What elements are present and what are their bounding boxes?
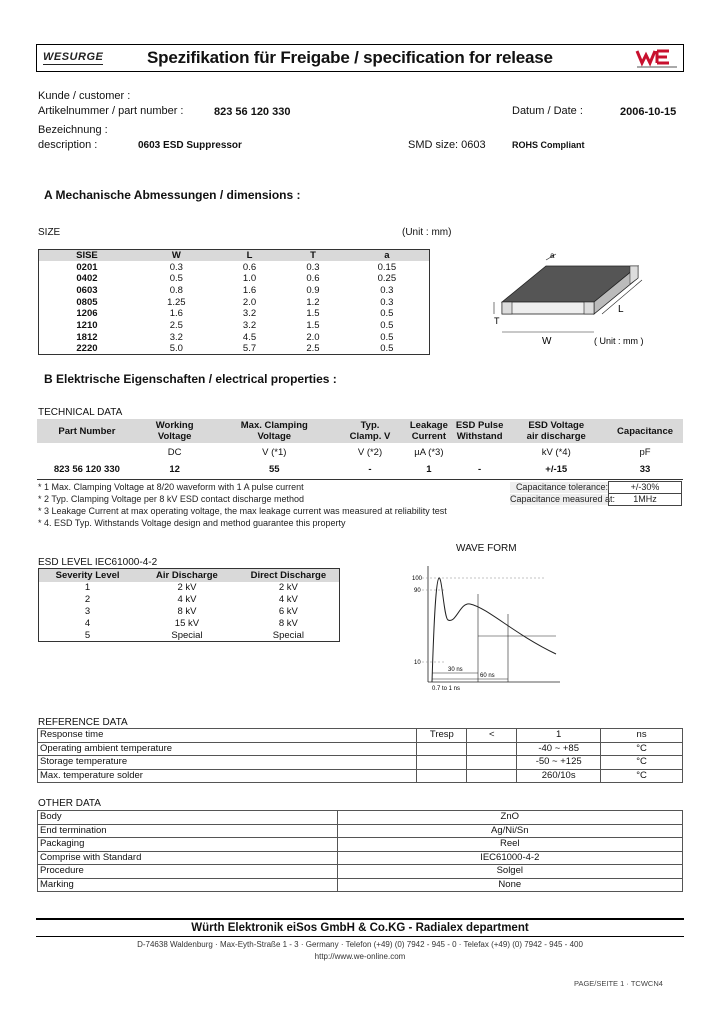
page-title: Spezifikation für Freigabe / specification for release bbox=[147, 48, 553, 67]
other-value-cell: IEC61000-4-2 bbox=[337, 851, 682, 865]
customer-label: Kunde / customer : bbox=[38, 90, 131, 102]
reference-cell: < bbox=[467, 729, 517, 743]
reference-cell: °C bbox=[601, 769, 683, 783]
other-value-cell: None bbox=[337, 878, 682, 892]
dim-a-label: a bbox=[550, 252, 555, 260]
reference-cell: ns bbox=[601, 729, 683, 743]
tech-unit-cell bbox=[37, 443, 137, 461]
size-col-header: T bbox=[281, 250, 344, 262]
footer-rule-bottom bbox=[36, 936, 684, 937]
tech-unit-cell: V (*2) bbox=[357, 446, 383, 458]
size-cell: 0.3 bbox=[306, 261, 320, 273]
other-label-cell: Body bbox=[38, 811, 338, 825]
size-cell: 0.8 bbox=[169, 284, 183, 296]
esd-table-row bbox=[39, 618, 340, 630]
size-cell: 1210 bbox=[76, 319, 98, 331]
size-cell: 0.3 bbox=[169, 261, 183, 273]
size-cell: 0.3 bbox=[380, 296, 394, 308]
wave-form-title: WAVE FORM bbox=[456, 543, 517, 554]
esd-cell: 4 bbox=[84, 618, 91, 629]
footer-address: D-74638 Waldenburg · Max-Eyth-Straße 1 - 3 · Germany · Telefon (+49) (0) 7942 - 945 - 0 · Telefax (+49) (0) 7942 - 945 - 400 bbox=[137, 940, 583, 949]
esd-cell: 8 kV bbox=[177, 606, 197, 617]
dim-l-label: L bbox=[618, 304, 624, 315]
wave-y90-label: 90 bbox=[414, 588, 421, 594]
tech-unit-cell: µA (*3) bbox=[414, 446, 444, 458]
reference-cell: Response time bbox=[38, 729, 417, 743]
tech-header-line2: Voltage bbox=[157, 431, 192, 442]
date-label: Datum / Date : bbox=[512, 105, 583, 117]
reference-cell bbox=[417, 756, 467, 770]
header-box bbox=[36, 44, 684, 72]
cap-tolerance-value: +/-30% bbox=[608, 481, 682, 494]
reference-cell bbox=[467, 769, 517, 783]
dim-unit-label: ( Unit : mm ) bbox=[594, 336, 644, 346]
size-cell: 0.25 bbox=[377, 273, 397, 285]
size-table-row bbox=[39, 261, 430, 273]
wave-t2-label: 60 ns bbox=[480, 673, 495, 679]
esd-level-table bbox=[38, 568, 340, 642]
note-2: * 2 Typ. Clamping Voltage per 8 kV ESD contact discharge method bbox=[38, 494, 304, 504]
esd-level-title: ESD LEVEL IEC61000-4-2 bbox=[38, 557, 158, 568]
tech-header-line1: Part Number bbox=[58, 425, 116, 437]
esd-table-row bbox=[39, 594, 340, 606]
note-4: * 4. ESD Typ. Withstands Voltage design and method guarantee this property bbox=[38, 518, 346, 528]
other-data-title: OTHER DATA bbox=[38, 798, 101, 809]
size-cell: 0.15 bbox=[377, 261, 397, 273]
other-row bbox=[38, 811, 683, 825]
tech-value-cell: - bbox=[478, 464, 482, 476]
size-cell: 2220 bbox=[76, 343, 98, 355]
size-cell: 2.0 bbox=[242, 296, 257, 308]
other-value-cell: Ag/Ni/Sn bbox=[337, 824, 682, 838]
esd-cell: 4 kV bbox=[278, 594, 298, 605]
section-b-title: B Elektrische Eigenschaften / electrical properties : bbox=[44, 372, 337, 386]
other-row bbox=[38, 838, 683, 852]
other-value-cell: Solgel bbox=[337, 865, 682, 879]
reference-cell: °C bbox=[601, 756, 683, 770]
tech-value-cell: 1 bbox=[426, 464, 432, 476]
esd-table-row bbox=[39, 582, 340, 594]
footer-rule-top bbox=[36, 918, 684, 920]
tech-unit-cell: V (*1) bbox=[262, 446, 287, 458]
tech-col-header bbox=[37, 419, 137, 443]
dim-w-label: W bbox=[542, 336, 552, 347]
reference-cell bbox=[467, 742, 517, 756]
tech-col-header bbox=[505, 419, 607, 443]
size-cell: 3.2 bbox=[242, 319, 257, 331]
esd-col-header: Severity Level bbox=[39, 569, 137, 582]
size-cell: 0402 bbox=[76, 273, 98, 285]
size-col-header: SISE bbox=[39, 250, 135, 262]
size-cell: 0.9 bbox=[306, 284, 320, 296]
size-cell: 1.5 bbox=[306, 319, 320, 331]
note-3: * 3 Leakage Current at max operating voltage, the max leakage current was measured at reliability test bbox=[38, 506, 447, 516]
technical-data-label: TECHNICAL DATA bbox=[38, 407, 123, 418]
size-cell: 2.5 bbox=[169, 319, 183, 331]
size-cell: 1.0 bbox=[242, 273, 257, 285]
reference-cell bbox=[417, 742, 467, 756]
size-table-row bbox=[39, 331, 430, 343]
size-table-header bbox=[39, 250, 430, 262]
tech-col-header bbox=[607, 419, 683, 443]
chip-dimension-diagram bbox=[490, 252, 690, 352]
date-value: 2006-10-15 bbox=[620, 106, 677, 118]
reference-cell bbox=[417, 769, 467, 783]
other-row bbox=[38, 824, 683, 838]
note-1: * 1 Max. Clamping Voltage at 8/20 waveform with 1 A pulse current bbox=[38, 482, 304, 492]
reference-cell bbox=[467, 756, 517, 770]
esd-cell: 2 kV bbox=[177, 582, 197, 593]
tech-value-cell: 823 56 120 330 bbox=[53, 464, 120, 476]
technical-data-table bbox=[37, 419, 683, 480]
size-cell: 0.5 bbox=[380, 319, 394, 331]
reference-cell: 1 bbox=[517, 729, 601, 743]
tech-value-cell: - bbox=[368, 464, 372, 476]
size-cell: 3.2 bbox=[169, 331, 183, 343]
tech-col-header bbox=[404, 419, 454, 443]
wesurge-logo: WESURGE bbox=[43, 51, 104, 63]
unit-label: (Unit : mm) bbox=[402, 227, 452, 238]
size-table-row bbox=[39, 296, 430, 308]
size-cell: 1206 bbox=[76, 308, 98, 320]
section-a-title: A Mechanische Abmessungen / dimensions : bbox=[44, 188, 301, 202]
rohs-badge: ROHS Compliant bbox=[512, 140, 585, 150]
esd-cell: 3 bbox=[84, 606, 91, 617]
reference-cell: Operating ambient temperature bbox=[38, 742, 417, 756]
esd-cell: 15 kV bbox=[174, 618, 200, 629]
tech-header-line2: Voltage bbox=[257, 431, 292, 442]
size-cell: 1812 bbox=[76, 331, 98, 343]
reference-cell: 260/10s bbox=[517, 769, 601, 783]
wave-t1-label: 30 ns bbox=[448, 667, 463, 673]
tech-header-line1: Leakage bbox=[409, 420, 448, 431]
tech-header-line1: ESD Pulse bbox=[455, 420, 504, 431]
reference-data-title: REFERENCE DATA bbox=[38, 717, 128, 728]
tech-col-header bbox=[336, 419, 404, 443]
footer-url[interactable]: http://www.we-online.com bbox=[314, 952, 406, 961]
tech-unit-cell: pF bbox=[639, 446, 651, 458]
reference-cell: -50 ~ +125 bbox=[517, 756, 601, 770]
size-cell: 4.5 bbox=[242, 331, 257, 343]
footer-code: PAGE/SEITE 1 · TCWCN4 bbox=[574, 979, 663, 988]
size-cell: 1.6 bbox=[242, 284, 257, 296]
reference-cell: Max. temperature solder bbox=[38, 769, 417, 783]
reference-cell: -40 ~ +85 bbox=[517, 742, 601, 756]
reference-data-table bbox=[37, 728, 683, 783]
esd-cell: 2 bbox=[84, 594, 91, 605]
size-table-row bbox=[39, 273, 430, 285]
tech-header-line2: Clamp. V bbox=[349, 431, 391, 442]
size-cell: 0.5 bbox=[380, 343, 394, 355]
we-logo-icon bbox=[635, 47, 679, 69]
tech-header-line1: Working bbox=[155, 420, 194, 431]
wave-y10-label: 10 bbox=[414, 660, 421, 666]
size-cell: 0805 bbox=[76, 296, 98, 308]
other-data-table bbox=[37, 810, 683, 892]
esd-col-header: Air Discharge bbox=[136, 569, 238, 582]
part-number-value: 823 56 120 330 bbox=[214, 106, 291, 118]
tech-col-header bbox=[454, 419, 506, 443]
size-cell: 3.2 bbox=[242, 308, 257, 320]
esd-cell: Special bbox=[272, 629, 304, 641]
wave-t3-label: 0.7 to 1 ns bbox=[432, 686, 461, 692]
reference-row bbox=[38, 769, 683, 783]
size-col-header: L bbox=[218, 250, 281, 262]
reference-row bbox=[38, 756, 683, 770]
size-cell: 0.6 bbox=[242, 261, 257, 273]
esd-cell: 6 kV bbox=[278, 606, 298, 617]
other-value-cell: Reel bbox=[337, 838, 682, 852]
size-table-row bbox=[39, 308, 430, 320]
other-label-cell: Marking bbox=[38, 878, 338, 892]
cap-measured-label: Capacitance measured at: bbox=[510, 494, 616, 504]
smd-size: SMD size: 0603 bbox=[408, 139, 486, 151]
size-col-header: a bbox=[345, 250, 430, 262]
size-cell: 0603 bbox=[76, 284, 98, 296]
tech-header-line1: ESD Voltage bbox=[528, 420, 585, 431]
description-value: 0603 ESD Suppressor bbox=[138, 140, 242, 151]
tech-header-line2: air discharge bbox=[526, 431, 586, 442]
esd-cell: 1 bbox=[84, 582, 91, 593]
esd-col-header: Direct Discharge bbox=[238, 569, 340, 582]
esd-cell: 4 kV bbox=[177, 594, 197, 605]
size-cell: 5.0 bbox=[169, 343, 183, 355]
size-cell: 1.25 bbox=[167, 296, 186, 308]
other-label-cell: Packaging bbox=[38, 838, 338, 852]
esd-cell: 8 kV bbox=[278, 618, 298, 629]
size-cell: 0201 bbox=[76, 261, 98, 273]
tech-value-cell: +/-15 bbox=[545, 464, 568, 476]
tech-col-header bbox=[213, 419, 337, 443]
esd-cell: 5 bbox=[84, 629, 91, 641]
size-cell: 1.2 bbox=[306, 296, 320, 308]
reference-row bbox=[38, 742, 683, 756]
description-label: description : bbox=[38, 139, 98, 151]
reference-cell: Tresp bbox=[417, 729, 467, 743]
designation-label: Bezeichnung : bbox=[38, 124, 108, 136]
wave-form-diagram bbox=[404, 558, 564, 696]
size-cell: 0.5 bbox=[380, 308, 394, 320]
other-row bbox=[38, 865, 683, 879]
esd-table-row bbox=[39, 606, 340, 618]
other-row bbox=[38, 851, 683, 865]
cap-measured-value: 1MHz bbox=[608, 493, 682, 506]
size-cell: 2.5 bbox=[306, 343, 320, 355]
tech-header-line2: Withstand bbox=[456, 431, 503, 442]
tech-header-line1: Typ. bbox=[360, 420, 380, 431]
dim-t-label: T bbox=[494, 316, 500, 326]
reference-cell: °C bbox=[601, 742, 683, 756]
tech-value-cell: 33 bbox=[639, 464, 651, 476]
tech-col-header bbox=[137, 419, 213, 443]
size-cell: 2.0 bbox=[306, 331, 320, 343]
tech-header-line1: Capacitance bbox=[617, 425, 674, 437]
size-cell: 0.5 bbox=[380, 331, 394, 343]
size-cell: 1.6 bbox=[169, 308, 183, 320]
cap-tolerance-label: Capacitance tolerance: bbox=[510, 482, 608, 493]
tech-unit-cell: DC bbox=[167, 446, 182, 458]
esd-cell: Special bbox=[171, 629, 203, 641]
other-label-cell: End termination bbox=[38, 824, 338, 838]
size-label: SIZE bbox=[38, 227, 61, 238]
size-cell: 0.3 bbox=[380, 284, 394, 296]
wave-y100-label: 100 bbox=[412, 576, 423, 582]
tech-header-line1: Max. Clamping bbox=[240, 420, 308, 431]
other-row bbox=[38, 878, 683, 892]
tech-header-line2: Current bbox=[411, 431, 447, 442]
size-table-row bbox=[39, 285, 430, 297]
reference-cell: Storage temperature bbox=[38, 756, 417, 770]
tech-value-cell: 55 bbox=[269, 464, 280, 476]
part-number-label: Artikelnummer / part number : bbox=[38, 105, 184, 117]
other-label-cell: Procedure bbox=[38, 865, 338, 879]
size-table-row bbox=[39, 343, 430, 355]
size-table bbox=[38, 249, 430, 355]
size-cell: 1.5 bbox=[306, 308, 320, 320]
tech-value-cell: 12 bbox=[169, 464, 180, 476]
esd-table-row bbox=[39, 630, 340, 642]
reference-row bbox=[38, 729, 683, 743]
size-cell: 5.7 bbox=[242, 343, 257, 355]
size-col-header: W bbox=[135, 250, 218, 262]
footer-company: Würth Elektronik eiSos GmbH & Co.KG - Radialex department bbox=[191, 922, 529, 934]
size-cell: 0.5 bbox=[169, 273, 183, 285]
tech-unit-cell bbox=[454, 443, 506, 461]
esd-cell: 2 kV bbox=[278, 582, 298, 593]
other-label-cell: Comprise with Standard bbox=[38, 851, 338, 865]
size-table-row bbox=[39, 320, 430, 332]
tech-unit-cell: kV (*4) bbox=[541, 446, 571, 458]
other-value-cell: ZnO bbox=[337, 811, 682, 825]
size-cell: 0.6 bbox=[306, 273, 320, 285]
